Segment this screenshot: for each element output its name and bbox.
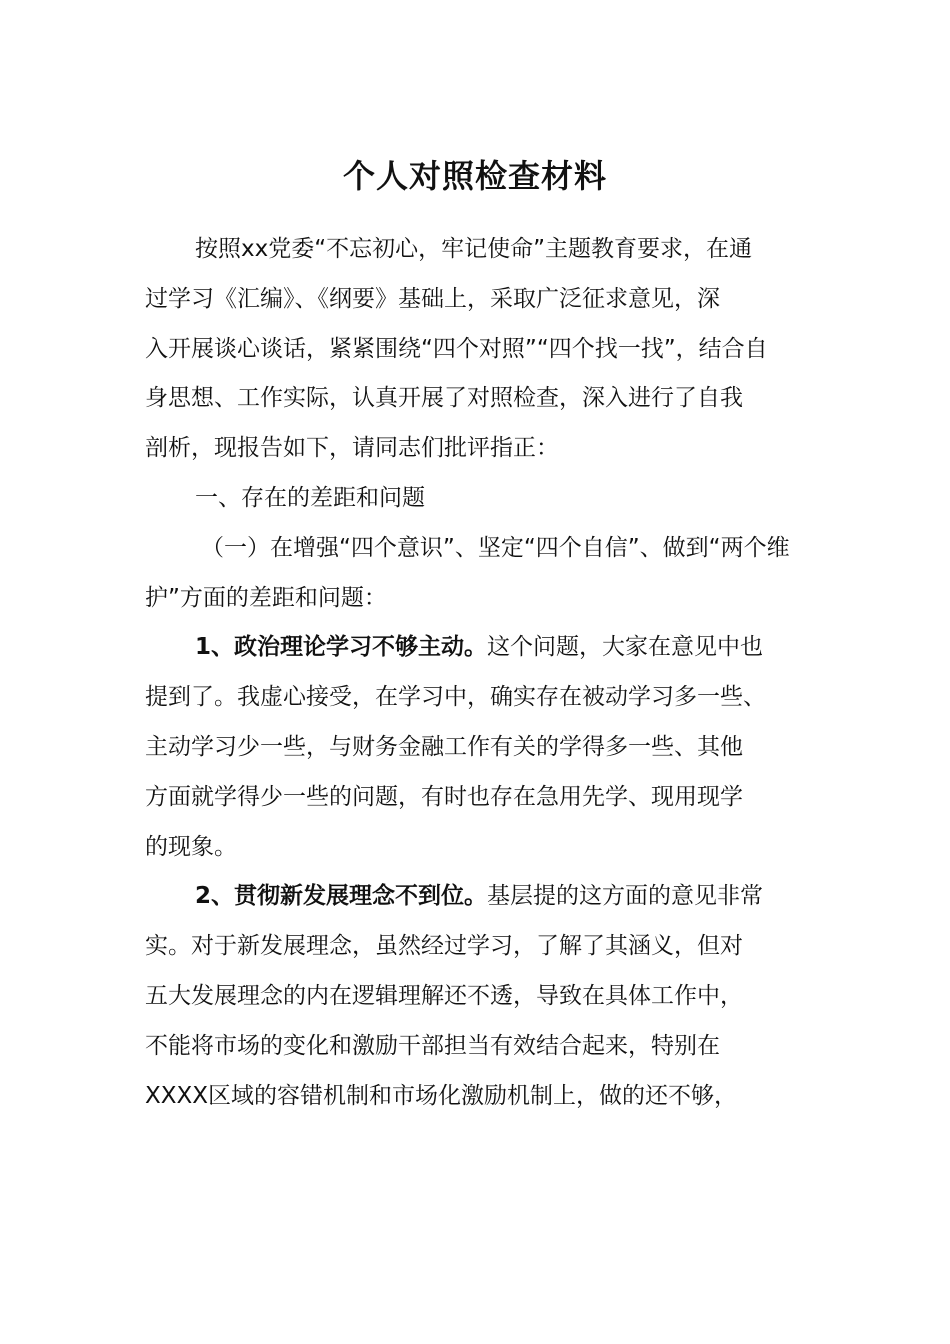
subsection-heading: （一）在增强“四个意识”、坚定“四个自信”、做到“两个维 bbox=[201, 534, 790, 561]
paragraph-line: XXXX区域的容错机制和市场化激励机制上，做的还不够， bbox=[145, 1082, 738, 1109]
document-title: 个人对照检查材料 bbox=[342, 157, 607, 195]
item2-first-line bbox=[145, 872, 810, 922]
paragraph-line: 身思想、工作实际，认真开展了对照检查，深入进行了自我 bbox=[145, 385, 743, 412]
paragraph-line: 的现象。 bbox=[145, 833, 237, 860]
paragraph-line: 方面就学得少一些的问题，有时也存在急用先学、现用现学 bbox=[145, 783, 743, 810]
paragraph-line: 不能将市场的变化和激励干部担当有效结合起来，特别在 bbox=[145, 1032, 720, 1059]
paragraph-line: 实。对于新发展理念，虽然经过学习，了解了其涵义，但对 bbox=[145, 933, 743, 960]
paragraph-line: 按照xx党委“不忘初心，牢记使命”主题教育要求，在通 bbox=[195, 236, 753, 262]
document-body bbox=[145, 225, 810, 1121]
paragraph-line: 入开展谈心谈话，紧紧围绕“四个对照”“四个找一找”，结合自 bbox=[145, 335, 768, 362]
item1-first-line bbox=[145, 623, 810, 673]
paragraph-line: 提到了。我虚心接受，在学习中，确实存在被动学习多一些、 bbox=[145, 684, 766, 711]
item1-first-text: 这个问题，大家在意见中也 bbox=[487, 634, 764, 661]
paragraph-line: 五大发展理念的内在逻辑理解还不透，导致在具体工作中， bbox=[145, 982, 743, 1009]
subsection-heading-cont: 护”方面的差距和问题： bbox=[145, 584, 387, 611]
paragraph-line: 剖析，现报告如下，请同志们批评指正： bbox=[145, 435, 559, 462]
item1-heading: 1、政治理论学习不够主动。 bbox=[195, 634, 488, 661]
item2-first-text: 基层提的这方面的意见非常 bbox=[487, 883, 764, 910]
paragraph-line: 过学习《汇编》、《纲要》基础上，采取广泛征求意见，深 bbox=[145, 285, 720, 312]
paragraph-line: 主动学习少一些，与财务金融工作有关的学得多一些、其他 bbox=[145, 733, 743, 760]
item2-heading: 2、贯彻新发展理念不到位。 bbox=[195, 883, 488, 910]
section-heading: 一、存在的差距和问题 bbox=[195, 484, 425, 511]
